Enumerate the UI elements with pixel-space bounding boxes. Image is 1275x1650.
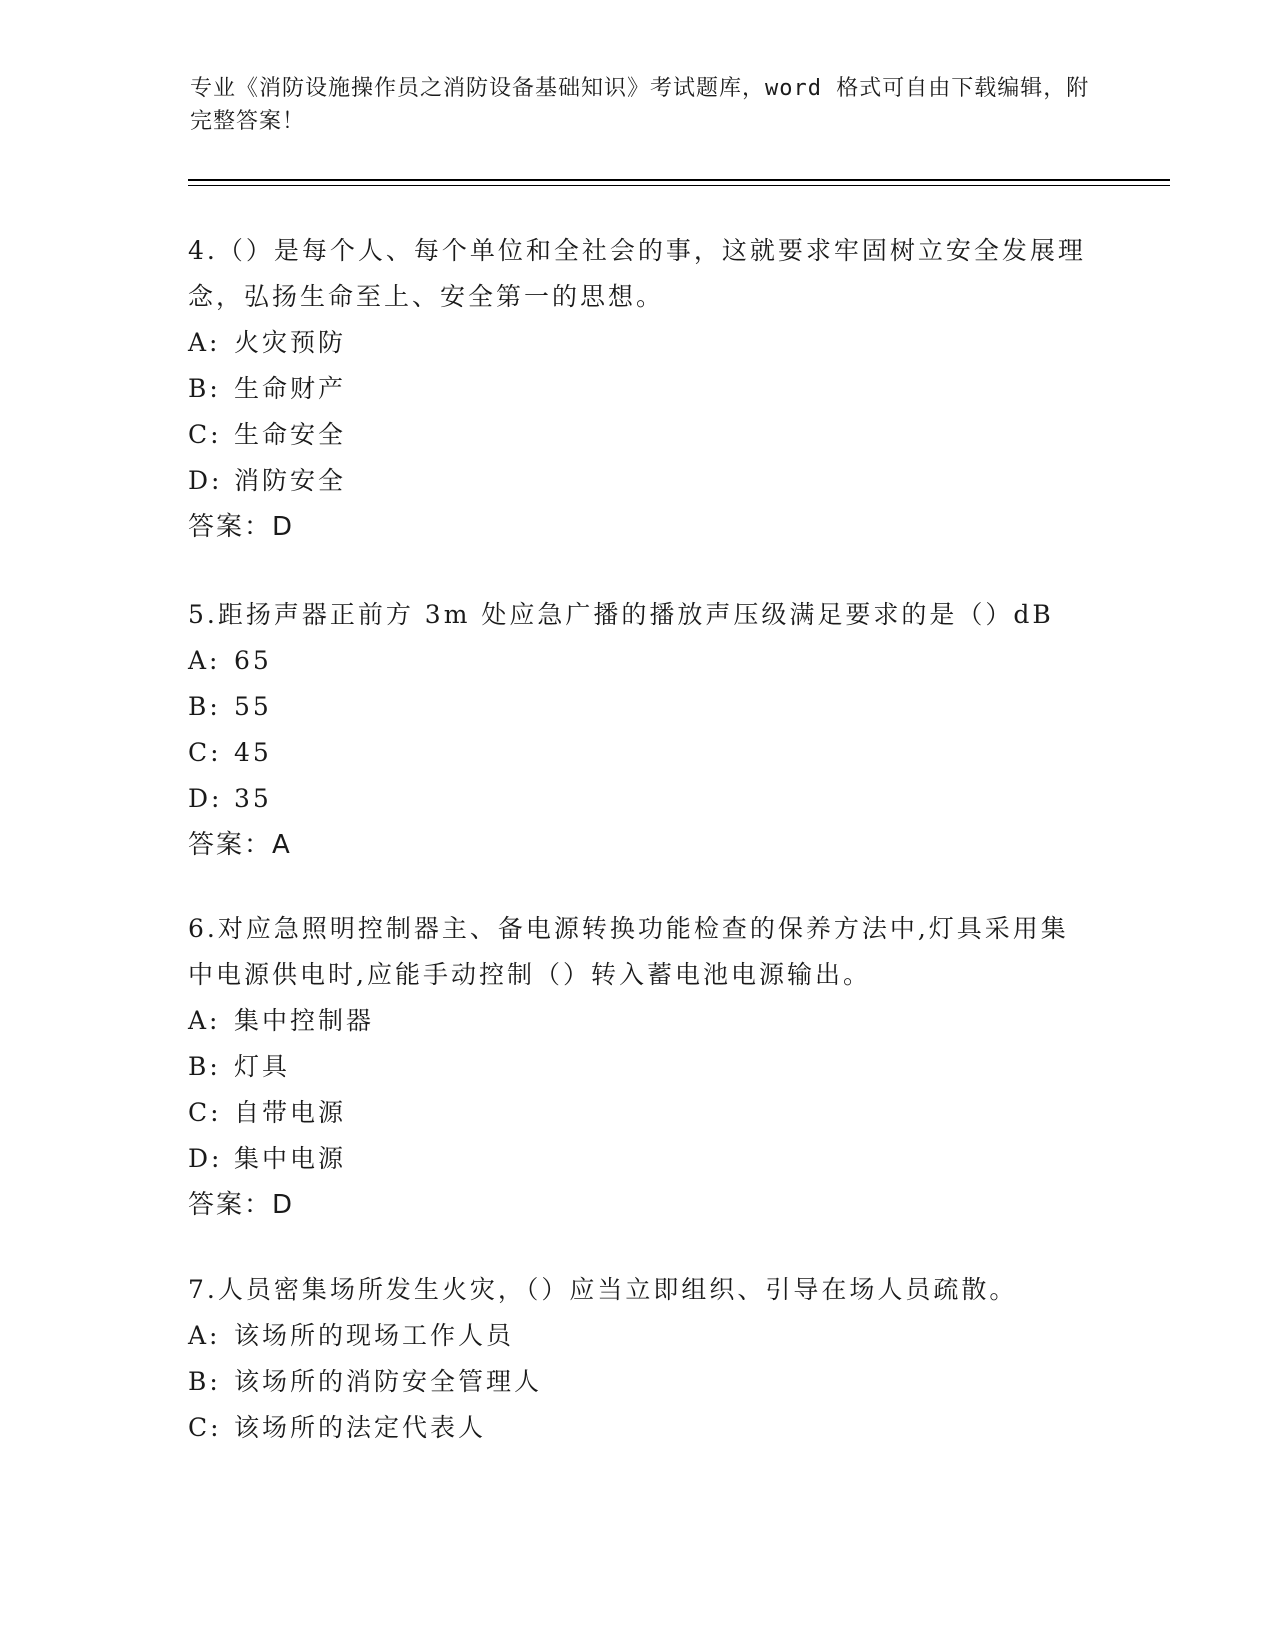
question-5 [188, 592, 1088, 868]
header-divider-thin [188, 185, 1170, 186]
option-d [188, 1136, 1088, 1182]
option-text: 集中电源 [234, 1144, 347, 1173]
answer-line: 答案：D [188, 512, 295, 542]
option-letter: A: [188, 1321, 221, 1350]
option-c [188, 412, 1088, 458]
option-d [188, 776, 1088, 822]
option-b [188, 366, 1088, 412]
option-text: 55 [234, 692, 272, 721]
document-header: 专业《消防设施操作员之消防设备基础知识》考试题库，word 格式可自由下载编辑，附完整答案！ [190, 76, 1090, 134]
answer-line: 答案：D [188, 1190, 295, 1220]
option-a [188, 638, 1088, 684]
option-letter: B: [188, 374, 221, 403]
option-letter: D: [188, 1144, 223, 1173]
option-text: 自带电源 [234, 1098, 347, 1127]
option-letter: B: [188, 1367, 221, 1396]
option-b [188, 684, 1088, 730]
question-4 [188, 228, 1088, 550]
option-letter: C: [188, 1413, 222, 1442]
option-b [188, 1044, 1088, 1090]
option-a [188, 998, 1088, 1044]
option-c [188, 1090, 1088, 1136]
option-a [188, 1313, 1088, 1359]
option-text: 灯具 [234, 1052, 291, 1081]
option-text: 35 [234, 784, 272, 813]
option-c [188, 1405, 1088, 1451]
option-text: 生命财产 [234, 374, 347, 403]
option-text: 45 [234, 738, 272, 767]
question-stem: 6.对应急照明控制器主、备电源转换功能检查的保养方法中,灯具采用集中电源供电时,应能手动控制（）转入蓄电池电源输出。 [188, 914, 1069, 989]
option-text: 集中控制器 [234, 1006, 375, 1035]
option-letter: C: [188, 420, 222, 449]
option-letter: B: [188, 692, 221, 721]
option-letter: D: [188, 784, 223, 813]
header-divider-thick [188, 179, 1170, 181]
option-text: 65 [234, 646, 272, 675]
option-letter: C: [188, 738, 222, 767]
option-letter: D: [188, 466, 223, 495]
question-stem: 7.人员密集场所发生火灾，（）应当立即组织、引导在场人员疏散。 [188, 1275, 1018, 1304]
question-7 [188, 1267, 1088, 1451]
option-letter: B: [188, 1052, 221, 1081]
question-stem: 5.距扬声器正前方 3m 处应急广播的播放声压级满足要求的是（）dB [188, 600, 1054, 629]
question-6 [188, 906, 1088, 1228]
option-d [188, 458, 1088, 504]
question-stem: 4.（）是每个人、每个单位和全社会的事，这就要求牢固树立安全发展理念，弘扬生命至上、安全第一的思想。 [188, 236, 1086, 311]
answer-line: 答案：A [188, 830, 292, 860]
option-a [188, 320, 1088, 366]
option-text: 火灾预防 [234, 328, 347, 357]
option-letter: A: [188, 1006, 221, 1035]
option-text: 该场所的消防安全管理人 [234, 1367, 543, 1396]
option-letter: C: [188, 1098, 222, 1127]
option-letter: A: [188, 328, 221, 357]
option-text: 生命安全 [234, 420, 347, 449]
option-c [188, 730, 1088, 776]
option-b [188, 1359, 1088, 1405]
option-text: 该场所的现场工作人员 [234, 1321, 515, 1350]
option-text: 该场所的法定代表人 [234, 1413, 487, 1442]
option-letter: A: [188, 646, 221, 675]
option-text: 消防安全 [234, 466, 347, 495]
